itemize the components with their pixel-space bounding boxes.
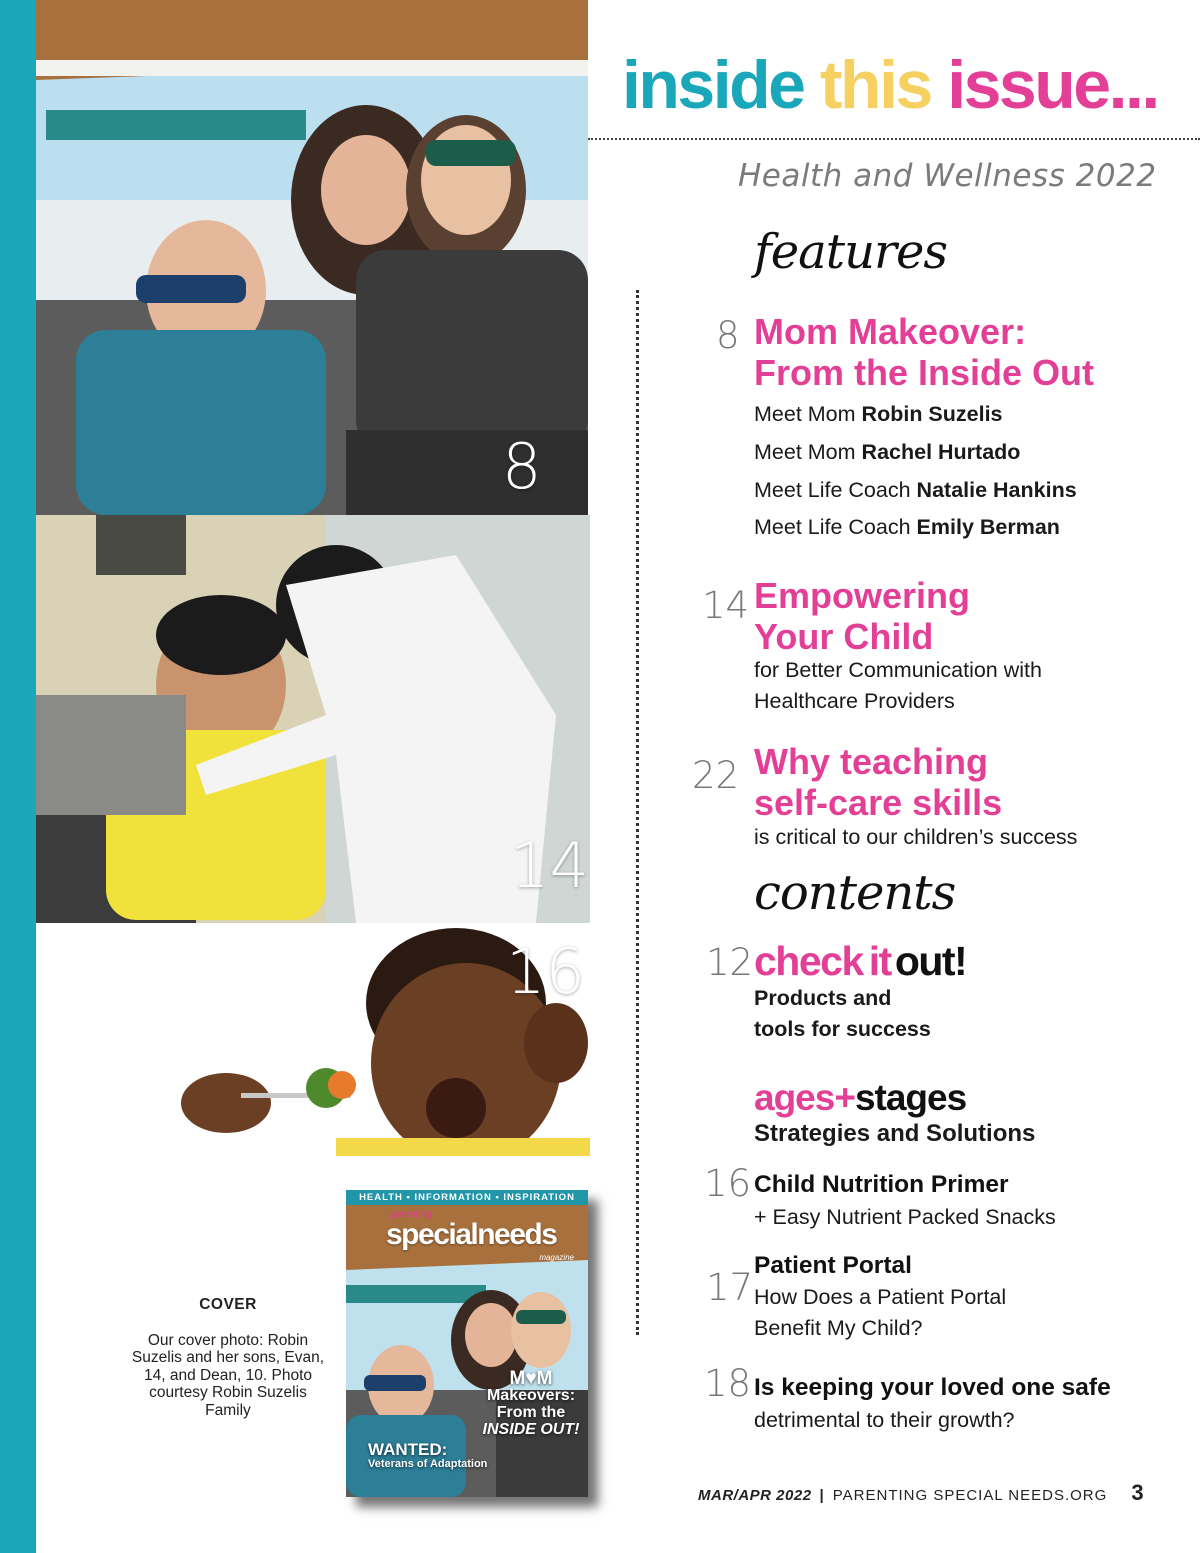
footer-page-number: 3	[1131, 1480, 1145, 1505]
check-desc: Products and	[754, 986, 892, 1010]
check-word: it	[868, 938, 891, 984]
feature-person: Meet Mom Rachel Hurtado	[754, 440, 1021, 464]
ages-word: ages+	[754, 1077, 855, 1118]
check-desc: tools for success	[754, 1017, 931, 1041]
feature-page-number: 14	[702, 584, 750, 627]
doctor-patient-photo	[36, 515, 590, 923]
left-accent-bar	[0, 0, 36, 1553]
ages-desc: Strategies and Solutions	[754, 1120, 1036, 1147]
title-part-1: inside	[622, 47, 804, 123]
title-part-3: issue...	[947, 47, 1158, 123]
photo-page-number: 16	[506, 935, 585, 1008]
ages-stages-title[interactable]	[754, 1077, 966, 1119]
magazine-cover-thumbnail[interactable]	[346, 1190, 588, 1497]
contents-page-number: 17	[706, 1266, 754, 1309]
contents-item-desc: detrimental to their growth?	[754, 1408, 1015, 1432]
feature-page-number: 22	[692, 754, 740, 797]
column-divider	[636, 290, 639, 1335]
footer-date: MAR/APR 2022	[698, 1487, 812, 1504]
page-title	[622, 46, 1158, 124]
cover-caption	[130, 1296, 326, 1419]
feature-title[interactable]	[754, 575, 970, 657]
feature-title-line: Your Child	[754, 616, 934, 657]
cover-caption-text: Our cover photo: Robin Suzelis and her sons, Evan, 14, and Dean, 10. Photo courtesy Robin Suzelis Family	[131, 1331, 325, 1419]
footer-site[interactable]: PARENTING SPECIAL NEEDS.ORG	[832, 1487, 1108, 1504]
contents-item-title[interactable]: Patient Portal	[754, 1252, 912, 1279]
contents-heading: contents	[754, 865, 956, 921]
cover-veterans: Veterans of Adaptation	[368, 1458, 488, 1470]
contents-item-desc: + Easy Nutrient Packed Snacks	[754, 1205, 1056, 1229]
cover-inside-out: INSIDE OUT!	[482, 1421, 580, 1438]
feature-person: Meet Mom Robin Suzelis	[754, 402, 1003, 426]
contents-page-number: 18	[704, 1362, 752, 1405]
feature-title-line: self-care skills	[754, 782, 1003, 823]
feature-title-line: From the Inside Out	[754, 352, 1095, 393]
check-word: out!	[894, 938, 967, 984]
contents-item-desc: Benefit My Child?	[754, 1316, 923, 1340]
feature-person: Meet Life Coach Emily Berman	[754, 515, 1060, 539]
contents-item-title[interactable]: Is keeping your loved one safe	[754, 1374, 1111, 1401]
check-it-out-title[interactable]	[754, 938, 966, 985]
contents-page-number: 12	[706, 941, 754, 984]
contents-page-number: 16	[704, 1162, 752, 1205]
cover-makeovers: Makeovers:	[486, 1387, 576, 1404]
cover-from-the: From the	[496, 1404, 566, 1421]
title-part-2: this	[819, 47, 931, 123]
cover-caption-title: COVER	[199, 1296, 257, 1313]
title-divider	[588, 138, 1200, 140]
cover-headline	[476, 1370, 586, 1438]
feature-title-line: Empowering	[754, 575, 971, 616]
check-word: check	[754, 938, 863, 984]
cover-brand-top: parenting	[390, 1209, 432, 1220]
child-eating-photo	[36, 923, 590, 1156]
feature-desc: for Better Communication with	[754, 658, 1042, 682]
contents-item-desc: How Does a Patient Portal	[754, 1285, 1007, 1309]
photo-page-number: 8	[502, 430, 542, 503]
feature-title[interactable]	[754, 741, 1002, 823]
feature-title[interactable]	[754, 311, 1094, 393]
features-heading: features	[754, 224, 947, 280]
cover-mom: M♥M	[509, 1368, 553, 1389]
feature-desc: is critical to our children’s success	[754, 825, 1078, 849]
feature-title-line: Why teaching	[754, 741, 989, 782]
footer-separator: |	[819, 1487, 825, 1504]
feature-person: Meet Life Coach Natalie Hankins	[754, 478, 1077, 502]
ages-word: stages	[854, 1077, 967, 1118]
photo-page-number: 14	[510, 829, 589, 902]
family-photo	[36, 0, 588, 515]
issue-subtitle: Health and Wellness 2022	[738, 158, 1157, 194]
cover-strip: HEALTH • INFORMATION • INSPIRATION	[346, 1190, 588, 1205]
page-footer	[698, 1480, 1145, 1506]
feature-page-number: 8	[716, 314, 740, 357]
cover-brand-sub: magazine	[539, 1253, 574, 1262]
contents-item-title[interactable]: Child Nutrition Primer	[754, 1171, 1009, 1198]
feature-desc: Healthcare Providers	[754, 689, 955, 713]
cover-wanted: WANTED:	[368, 1440, 448, 1459]
cover-brand: specialneeds	[386, 1218, 557, 1251]
feature-title-line: Mom Makeover:	[754, 311, 1027, 352]
